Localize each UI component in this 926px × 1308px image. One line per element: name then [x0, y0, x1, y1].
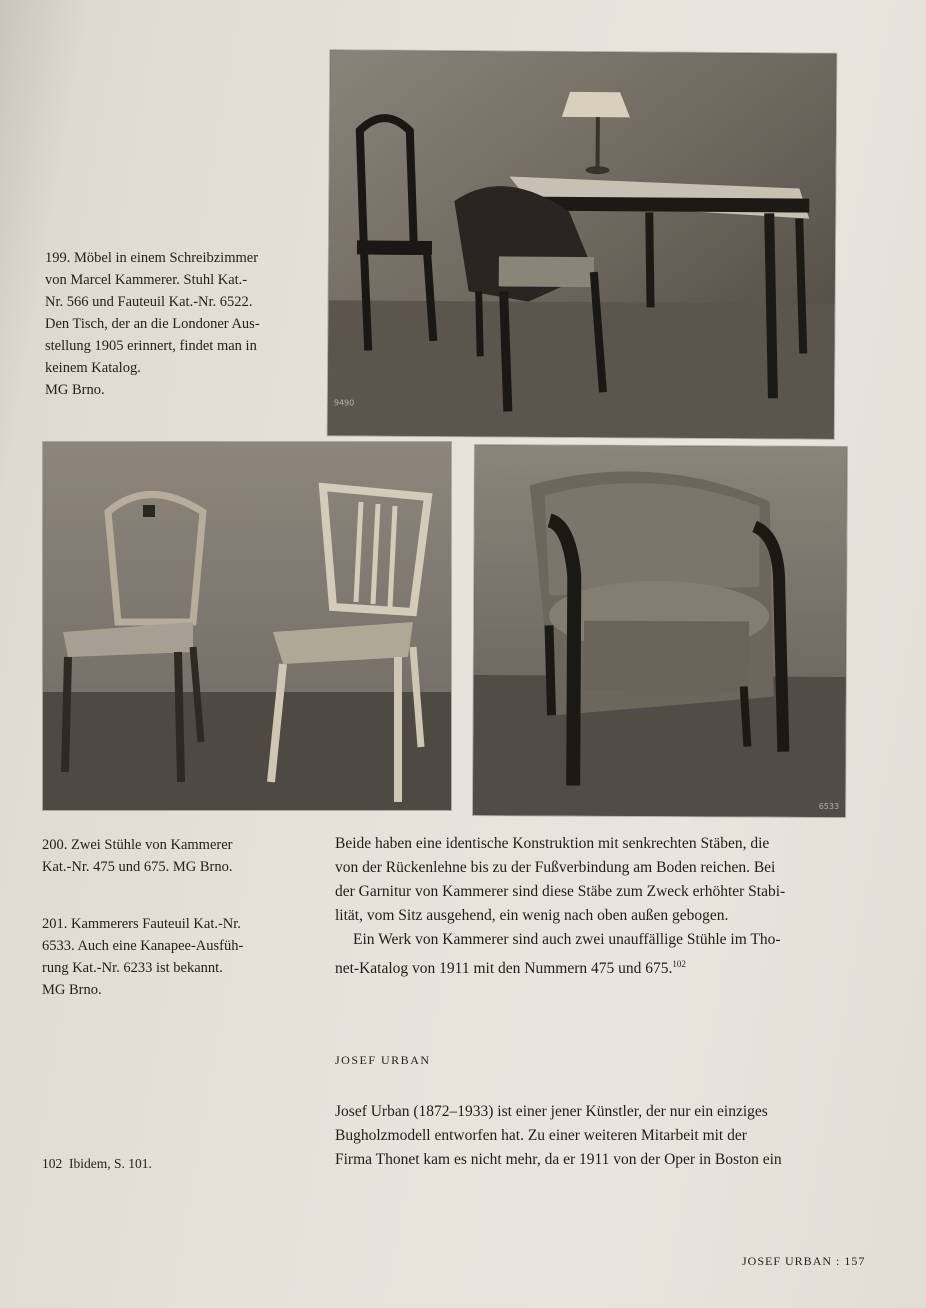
- body-line: der Garnitur von Kammerer sind diese Stäbe zum Zweck erhöhter Stabi-: [335, 883, 786, 900]
- body-line: von der Rückenlehne bis zu der Fußverbindung am Boden reichen. Bei: [335, 859, 776, 876]
- photo-archive-mark: 9490: [333, 398, 355, 408]
- caption-line: 200. Zwei Stühle von Kammerer: [42, 837, 233, 853]
- body-line: Firma Thonet kam es nicht mehr, da er 1911 von der Oper in Boston ein: [335, 1151, 782, 1168]
- photo-201-fauteuil: [473, 445, 847, 817]
- running-footer-page-number: JOSEF URBAN : 157: [742, 1254, 866, 1268]
- photo-200-two-chairs: [43, 442, 451, 810]
- body-line: Bugholzmodell entworfen hat. Zu einer weiteren Mitarbeit mit der: [335, 1127, 747, 1144]
- caption-line: MG Brno.: [42, 982, 102, 998]
- caption-line: Den Tisch, der an die Londoner Aus-: [45, 316, 260, 332]
- caption-200: [42, 834, 233, 878]
- caption-201: [42, 913, 243, 1001]
- caption-line: Nr. 566 und Fauteuil Kat.-Nr. 6522.: [45, 294, 253, 310]
- body-line-text: net-Katalog von 1911 mit den Nummern 475 und 675.: [335, 960, 673, 978]
- body-line: lität, vom Sitz ausgehend, ein wenig nach oben außen gebogen.: [335, 907, 729, 924]
- photo-archive-mark: 6533: [818, 801, 840, 811]
- caption-line: stellung 1905 erinnert, findet man in: [45, 338, 257, 354]
- footnote-reference: 102: [672, 959, 686, 969]
- body-line: Josef Urban (1872–1933) ist einer jener Künstler, der nur ein einziges: [335, 1103, 768, 1120]
- body-line-with-footnote: [335, 952, 875, 981]
- caption-199: [45, 247, 260, 401]
- body-line: Beide haben eine identische Konstruktion mit senkrechten Stäben, die: [335, 835, 770, 852]
- body-text-chairs: [335, 832, 875, 981]
- body-text-urban: [335, 1100, 875, 1172]
- caption-line: von Marcel Kammerer. Stuhl Kat.-: [45, 272, 248, 288]
- footnote: 102 Ibidem, S. 101.: [42, 1156, 152, 1171]
- section-heading: JOSEF URBAN: [335, 1053, 431, 1067]
- caption-line: 199. Möbel in einem Schreibzimmer: [45, 250, 259, 266]
- caption-line: 6533. Auch eine Kanapee-Ausfüh-: [42, 938, 244, 954]
- caption-line: keinem Katalog.: [45, 360, 141, 376]
- caption-line: rung Kat.-Nr. 6233 ist bekannt.: [42, 960, 223, 976]
- photo-199-writing-room: [328, 50, 837, 439]
- caption-line: 201. Kammerers Fauteuil Kat.-Nr.: [42, 916, 241, 932]
- caption-line: Kat.-Nr. 475 und 675. MG Brno.: [42, 859, 233, 875]
- body-line: Ein Werk von Kammerer sind auch zwei unauffällige Stühle im Tho-: [353, 931, 781, 948]
- caption-line: MG Brno.: [45, 382, 105, 398]
